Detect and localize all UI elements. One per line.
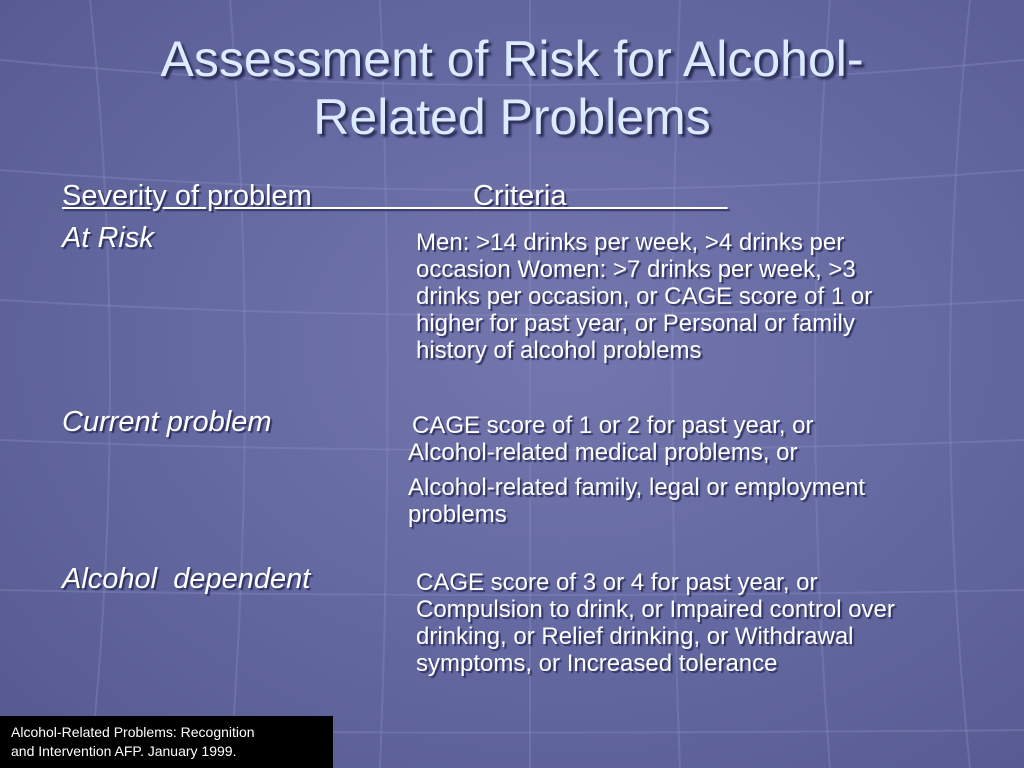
criteria-at-risk — [416, 229, 872, 364]
criteria-line: Alcohol-related family, legal or employment — [408, 474, 866, 501]
criteria-current-problem — [408, 412, 865, 528]
title-line-2: Related Problems — [313, 89, 711, 145]
source-line-1: Alcohol-Related Problems: Recognition — [11, 724, 255, 740]
severity-label-current-problem: Current problem — [62, 406, 272, 438]
table-header — [62, 180, 728, 213]
criteria-line: history of alcohol problems — [416, 337, 702, 364]
source-line-2: and Intervention AFP. January 1999. — [11, 743, 237, 759]
criteria-line: drinks per occasion, or CAGE score of 1 or — [416, 283, 873, 310]
criteria-line: Men: >14 drinks per week, >4 drinks per — [416, 229, 845, 256]
header-spacer-1 — [312, 180, 473, 212]
criteria-line: symptoms, or Increased tolerance — [416, 650, 778, 677]
criteria-line: drinking, or Relief drinking, or Withdrawal — [416, 623, 854, 650]
criteria-line: CAGE score of 3 or 4 for past year, or — [416, 569, 818, 596]
criteria-line: CAGE score of 1 or 2 for past year, or — [412, 412, 814, 439]
slide-title — [40, 30, 984, 146]
severity-label-alcohol-dependent: Alcohol dependent — [62, 563, 311, 595]
criteria-line: Alcohol-related medical problems, or — [408, 439, 798, 466]
severity-label-at-risk: At Risk — [62, 222, 154, 254]
criteria-line: problems — [408, 501, 507, 528]
criteria-line: higher for past year, or Personal or family — [416, 310, 855, 337]
header-severity: Severity of problem — [62, 180, 312, 212]
header-criteria: Criteria — [472, 180, 567, 212]
criteria-line: occasion Women: >7 drinks per week, >3 — [416, 256, 856, 283]
criteria-line: Compulsion to drink, or Impaired control over — [416, 596, 895, 623]
source-citation — [0, 716, 333, 768]
header-spacer-2 — [566, 180, 727, 212]
criteria-alcohol-dependent — [416, 569, 895, 677]
title-line-1: Assessment of Risk for Alcohol- — [160, 31, 864, 87]
